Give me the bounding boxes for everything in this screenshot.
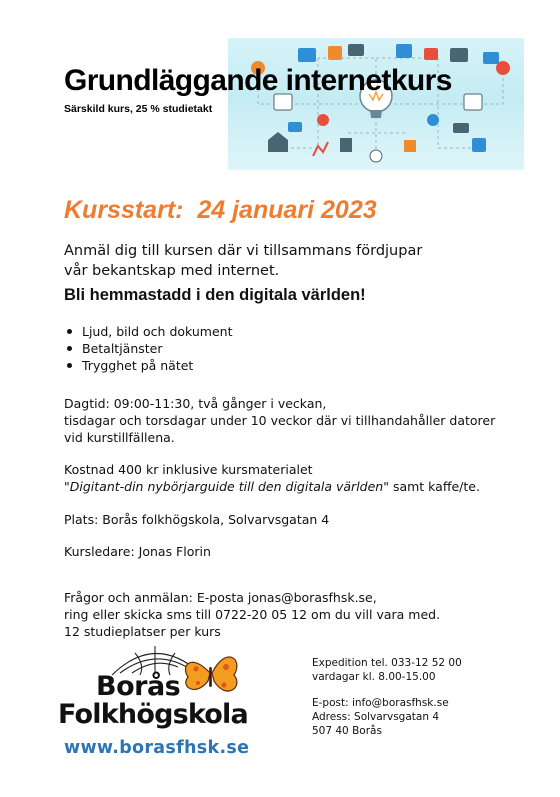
contact-line: 507 40 Borås [312,725,382,737]
cost-line: Kostnad 400 kr inklusive kursmaterialet [64,462,313,477]
network-infographic-icon [228,38,524,170]
intro-text [64,241,534,281]
contact-line: Expedition tel. 033-12 52 00 [312,657,462,669]
hero-image [228,38,524,170]
topic-list [64,323,233,374]
cost-extras: samt kaffe/te. [388,479,480,494]
course-start-heading: Kursstart: 24 januari 2023 [64,196,377,224]
contact-line: vardagar kl. 8.00-15.00 [312,671,436,683]
website-link[interactable]: www.borasfhsk.se [64,738,250,758]
intro-tagline: Bli hemmastadd i den digitala världen! [64,286,366,304]
page-title: Grundläggande internetkurs [64,64,452,97]
book-title: "Digitant-din nybörjarguide till den digitala världen" [64,479,389,494]
questions-line: ring eller skicka sms till 0722-20 05 12 om du vill vara med. [64,607,441,622]
logo-wordmark-line: Borås [96,671,181,702]
logo-wordmark-line: Folkhögskola [58,699,248,730]
leader-line: Kursledare: Jonas Florin [64,544,211,559]
schedule-line: vid kurstillfällena. [64,430,175,445]
intro-line: Anmäl dig till kursen där vi tillsammans fördjupar [64,243,423,259]
questions-line: Frågor och anmälan: E-posta jonas@borasfhsk.se, [64,590,377,605]
place-line: Plats: Borås folkhögskola, Solvarvsgatan 4 [64,512,330,527]
questions-line: 12 studieplatser per kurs [64,624,221,639]
contact-email: E-post: info@borasfhsk.se [312,697,449,709]
page-subtitle: Särskild kurs, 25 % studietakt [64,103,213,115]
cost-materials-line [64,478,480,495]
list-item: Betaltjänster [64,340,233,357]
contact-line: Adress: Solvarvsgatan 4 [312,711,440,723]
schedule-line: Dagtid: 09:00-11:30, två gånger i veckan, [64,396,327,411]
list-item: Trygghet på nätet [64,357,233,374]
intro-line: vår bekantskap med internet. [64,263,280,279]
list-item: Ljud, bild och dokument [64,323,233,340]
schedule-line: tisdagar och torsdagar under 10 veckor där vi tillhandahåller datorer [64,413,496,428]
